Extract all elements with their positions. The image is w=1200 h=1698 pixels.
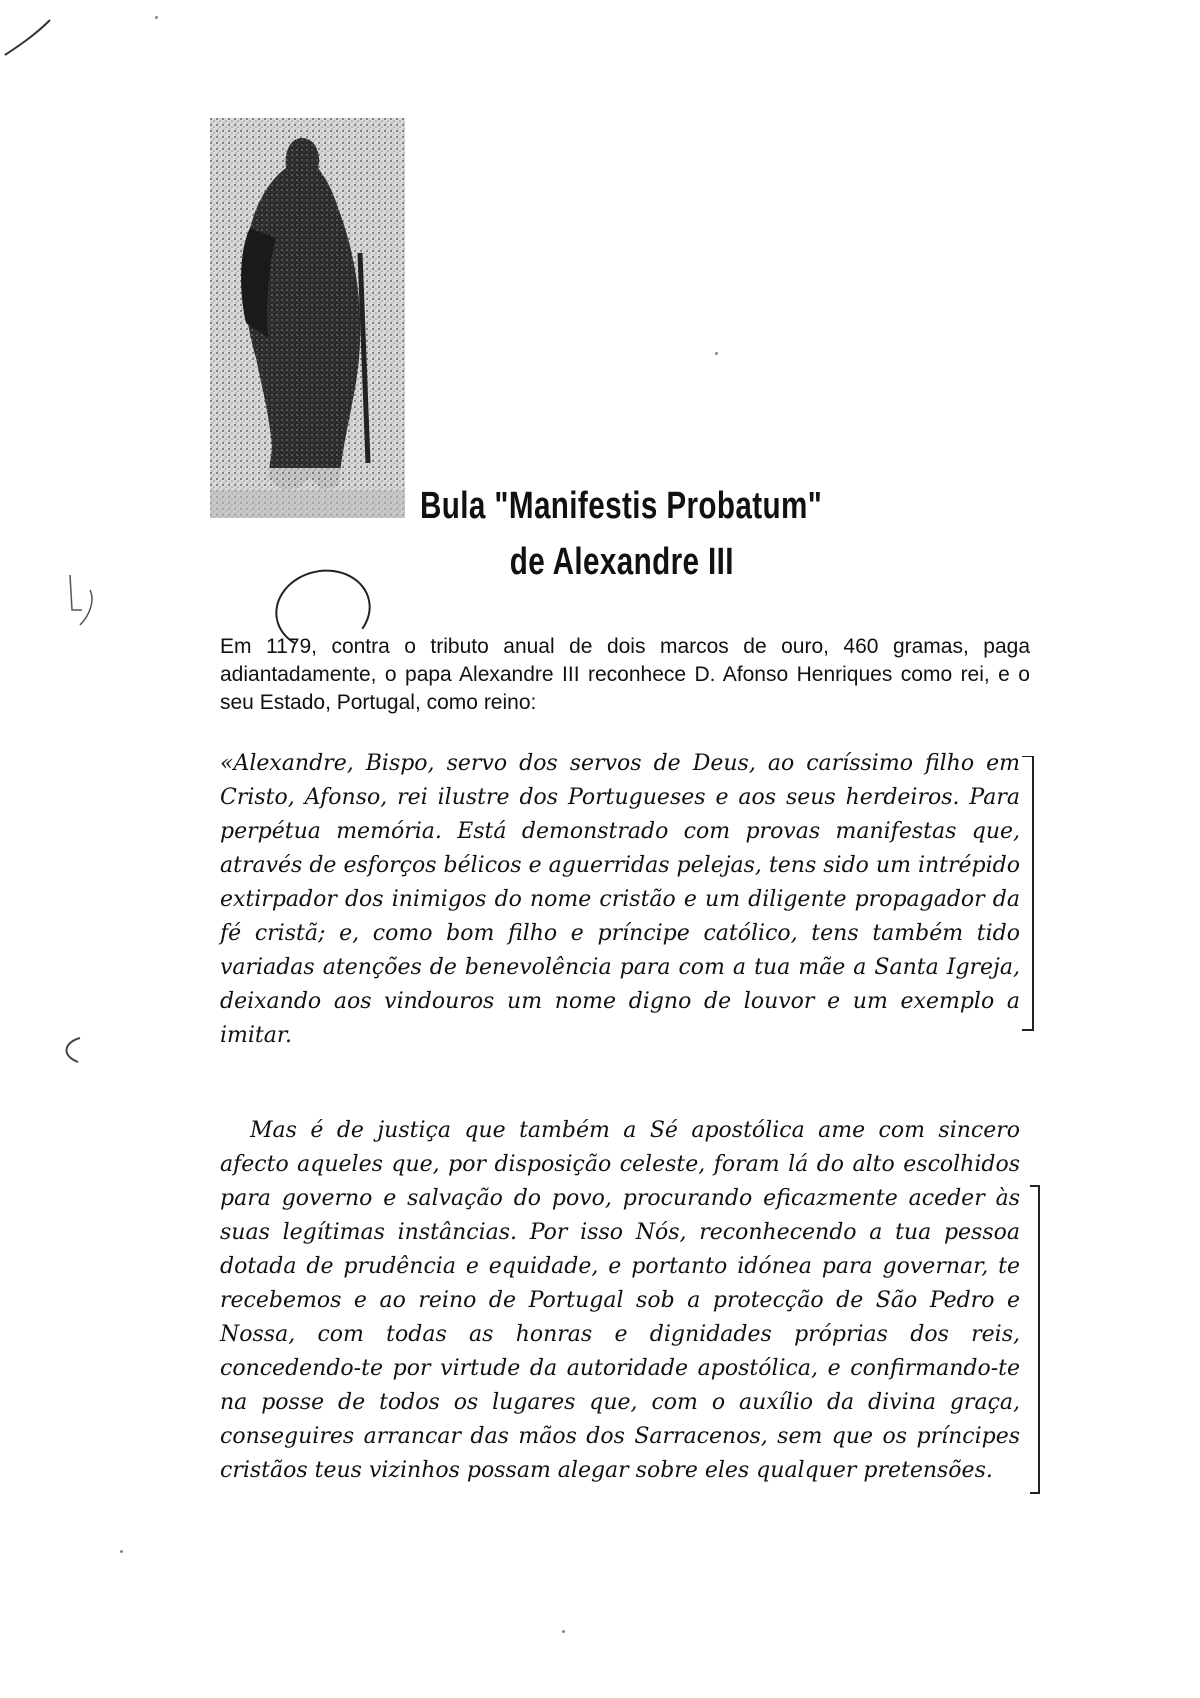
page-title <box>420 478 857 590</box>
pen-mark <box>50 1030 100 1070</box>
scan-speck <box>155 16 158 19</box>
title-line-1: Bula "Manifestis Probatum" <box>420 485 823 527</box>
statue-image <box>210 118 405 518</box>
scan-speck <box>120 1550 123 1553</box>
intro-paragraph: Em 1179, contra o tributo anual de dois marcos de ouro, 460 gramas, paga adiantadamente, o papa Alexandre III reconhece D. Afonso Henriques como rei, e o seu Estado, Portugal, como reino: <box>220 635 1030 714</box>
scan-speck <box>562 1630 565 1633</box>
handwritten-bracket <box>1022 756 1034 1031</box>
pen-mark <box>0 0 80 80</box>
quote-paragraph-1: «Alexandre, Bispo, servo dos servos de Deus, ao caríssimo filho em Cristo, Afonso, rei ilustre dos Portugueses e aos seus herdeiros. Para perpétua memória. Está demonstrado com provas manifestas que, através de esforços bélicos e aguerridas pelejas, tens sido um intrépido extirpador dos inimigos do nome cristão e um diligente propagador da fé cristã; e, como bom filho e príncipe católico, tens também tido variadas atenções de benevolência para com a tua mãe a Santa Igreja, deixando aos vindouros um nome digno de louvor e um exemplo a imitar. <box>220 751 1020 1048</box>
quote-paragraph-2: Mas é de justiça que também a Sé apostólica ame com sincero afecto aqueles que, por disposição celeste, foram lá do alto escolhidos para governo e salvação do povo, procurando eficazmente aceder às suas legítimas instâncias. Por isso Nós, reconhecendo a tua pessoa dotada de prudência e equidade, e portanto idónea para governar, te recebemos e ao reino de Portugal sob a protecção de São Pedro e Nossa, com todas as honras e dignidades próprias dos reis, concedendo-te por virtude da autoridade apostólica, e confirmando-te na posse de todos os lugares que, com o auxílio da divina graça, conseguires arrancar das mãos dos Sarracenos, sem que os príncipes cristãos teus vizinhos possam alegar sobre eles qualquer pretensões. <box>220 1118 1020 1483</box>
handwritten-bracket <box>1030 1185 1040 1494</box>
scan-speck <box>715 352 718 355</box>
title-line-2: de Alexandre III <box>509 541 734 583</box>
pen-mark <box>60 570 110 630</box>
